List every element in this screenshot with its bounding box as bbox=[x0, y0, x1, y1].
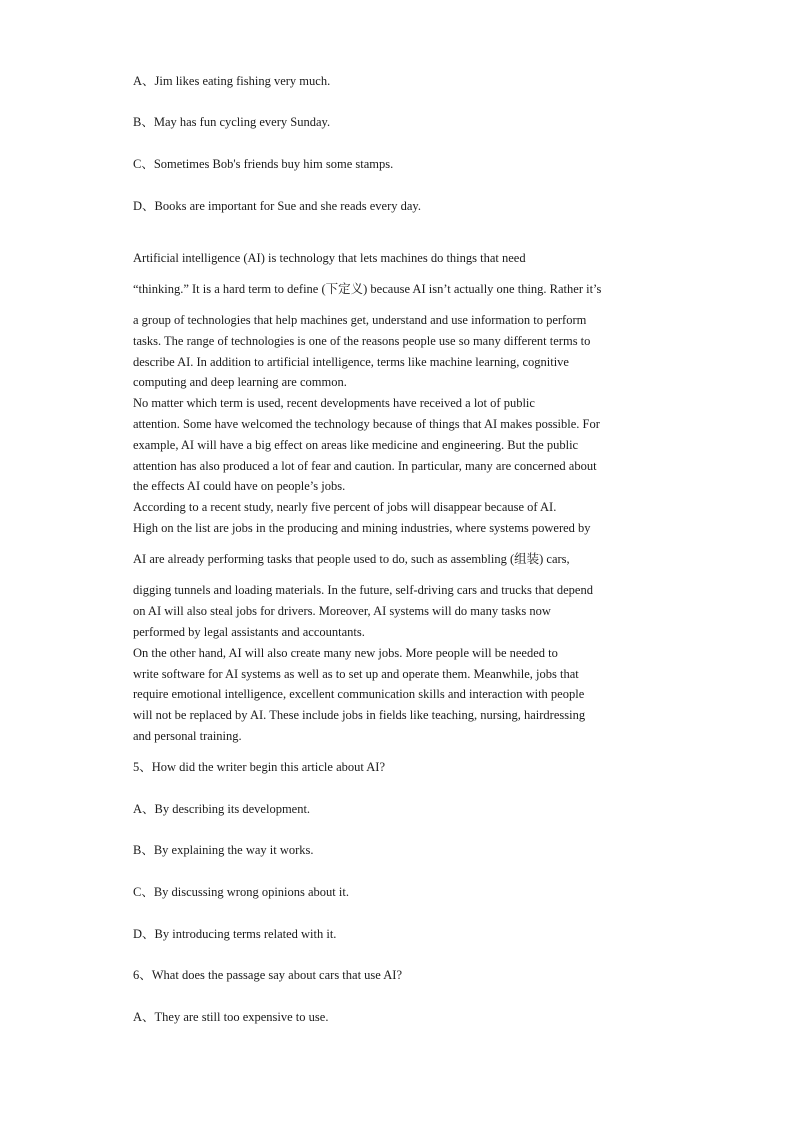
passage-line: According to a recent study, nearly five percent of jobs will disappear because of AI. bbox=[133, 500, 557, 514]
passage-line: Artificial intelligence (AI) is technology that lets machines do things that need bbox=[133, 251, 526, 265]
passage-line: a group of technologies that help machines get, understand and use information to perform bbox=[133, 313, 587, 327]
passage-line: performed by legal assistants and accountants. bbox=[133, 625, 365, 639]
passage-line: on AI will also steal jobs for drivers. Moreover, AI systems will do many tasks now bbox=[133, 604, 551, 618]
option-c-prev: C、Sometimes Bob's friends buy him some stamps. bbox=[133, 157, 394, 171]
q6-option-a: A、They are still too expensive to use. bbox=[133, 1010, 329, 1024]
passage-line: tasks. The range of technologies is one of the reasons people use so many different terms to bbox=[133, 334, 591, 348]
passage-line: computing and deep learning are common. bbox=[133, 375, 347, 389]
passage-line: AI are already performing tasks that people used to do, such as assembling (组装) cars, bbox=[133, 552, 570, 566]
q5-option-c: C、By discussing wrong opinions about it. bbox=[133, 885, 349, 899]
passage-line: and personal training. bbox=[133, 729, 242, 743]
passage-line: High on the list are jobs in the producing and mining industries, where systems powered by bbox=[133, 521, 591, 535]
passage-line: On the other hand, AI will also create many new jobs. More people will be needed to bbox=[133, 646, 558, 660]
passage-line: “thinking.” It is a hard term to define (下定义) because AI isn’t actually one thing. Rather it’s bbox=[133, 282, 602, 296]
passage-line: describe AI. In addition to artificial intelligence, terms like machine learning, cognitive bbox=[133, 355, 569, 369]
q5-option-a: A、By describing its development. bbox=[133, 802, 311, 816]
option-d-prev: D、Books are important for Sue and she reads every day. bbox=[133, 199, 421, 213]
question-6: 6、What does the passage say about cars that use AI? bbox=[133, 968, 403, 982]
option-b-prev: B、May has fun cycling every Sunday. bbox=[133, 115, 331, 129]
passage-line: require emotional intelligence, excellent communication skills and interaction with people bbox=[133, 687, 585, 701]
passage-line: example, AI will have a big effect on areas like medicine and engineering. But the public bbox=[133, 438, 579, 452]
passage-line: digging tunnels and loading materials. In the future, self-driving cars and trucks that depend bbox=[133, 583, 593, 597]
passage-line: attention has also produced a lot of fear and caution. In particular, many are concerned about bbox=[133, 459, 597, 473]
option-a-prev: A、Jim likes eating fishing very much. bbox=[133, 74, 331, 88]
passage-line: write software for AI systems as well as to set up and operate them. Meanwhile, jobs that bbox=[133, 667, 579, 681]
passage-line: the effects AI could have on people’s jobs. bbox=[133, 479, 346, 493]
passage-line: attention. Some have welcomed the technology because of things that AI makes possible. For bbox=[133, 417, 600, 431]
q5-option-b: B、By explaining the way it works. bbox=[133, 843, 314, 857]
passage-line: will not be replaced by AI. These include jobs in fields like teaching, nursing, hairdressing bbox=[133, 708, 586, 722]
question-5: 5、How did the writer begin this article about AI? bbox=[133, 760, 386, 774]
passage-line: No matter which term is used, recent developments have received a lot of public bbox=[133, 396, 535, 410]
q5-option-d: D、By introducing terms related with it. bbox=[133, 927, 337, 941]
